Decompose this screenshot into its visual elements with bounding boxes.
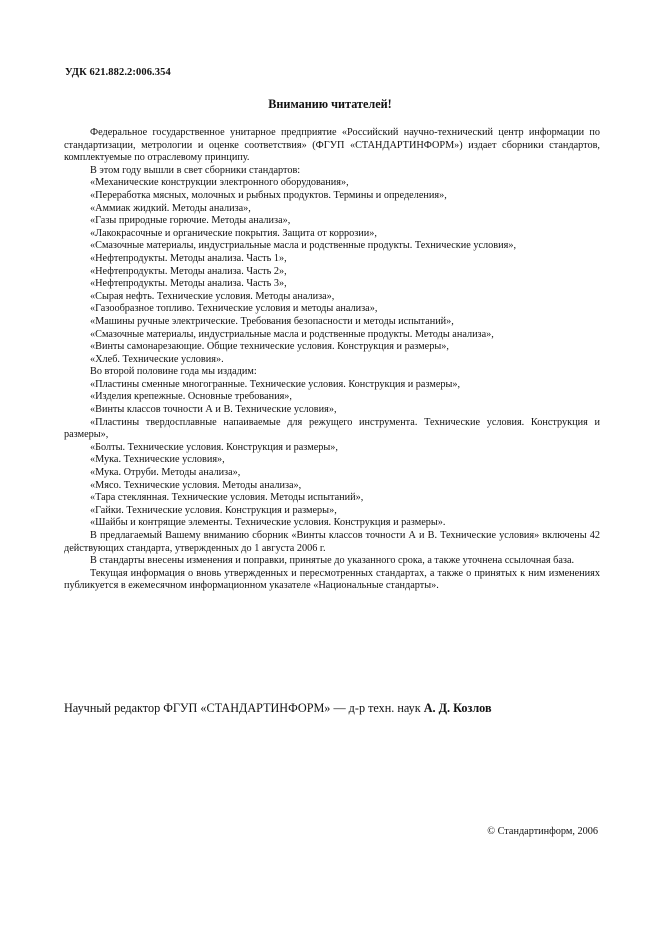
list-item: «Лакокрасочные и органические покрытия. Защита от коррозии», — [90, 227, 377, 239]
info-paragraph: Текущая информация о вновь утвержденных и пересмотренных стандартах, а также о принятых к ним изменениях публикуется в ежемесячном информационном указателе «Национальные стандарты». — [64, 567, 600, 592]
list-item: «Газы природные горючие. Методы анализа», — [90, 215, 291, 227]
list-item: «Винты классов точности А и В. Технические условия», — [90, 404, 337, 416]
editor-prefix: Научный редактор ФГУП «СТАНДАРТИНФОРМ» — д-р техн. наук — [64, 701, 421, 715]
list-item: «Изделия крепежные. Основные требования», — [90, 391, 292, 403]
list-item: «Нефтепродукты. Методы анализа. Часть 3», — [90, 278, 287, 290]
list-item: «Тара стеклянная. Технические условия. Методы испытаний», — [90, 492, 364, 504]
list-item: «Нефтепродукты. Методы анализа. Часть 1», — [90, 252, 287, 264]
upcoming-heading: Во второй половине года мы издадим: — [90, 366, 257, 378]
udk-code: УДК 621.882.2:006.354 — [65, 67, 171, 78]
notice-title: Вниманию читателей! — [268, 97, 392, 111]
upcoming-list — [64, 379, 600, 530]
list-item: «Пластины сменные многогранные. Технические условия. Конструкция и размеры», — [90, 378, 461, 390]
list-item: «Механические конструкции электронного оборудования», — [90, 177, 349, 189]
published-heading: В этом году вышли в свет сборники стандартов: — [90, 164, 301, 176]
published-list — [64, 177, 600, 366]
scientific-editor-line — [64, 701, 604, 716]
list-item: «Пластины твердосплавные напаиваемые для режущего инструмента. Технические условия. Конструкция и размеры», — [64, 416, 600, 441]
list-item: «Газообразное топливо. Технические условия и методы анализа», — [90, 303, 378, 315]
list-item: «Винты самонарезающие. Общие технические условия. Конструкция и размеры», — [90, 341, 449, 353]
copyright-notice: © Стандартинформ, 2006 — [487, 826, 598, 837]
list-item: «Мука. Отруби. Методы анализа», — [90, 467, 241, 479]
list-item: «Гайки. Технические условия. Конструкция и размеры», — [90, 504, 337, 516]
list-item: «Аммиак жидкий. Методы анализа», — [90, 202, 251, 214]
intro-paragraph: Федеральное государственное унитарное предприятие «Российский научно-технический центр информации по стандартизации, метрологии и оценке соответствия» (ФГУП «СТАНДАРТИНФОРМ») издает сборники стандартов, комплектуемые по отраслевому принципу. — [64, 127, 600, 164]
list-item: «Смазочные материалы, индустриальные масла и родственные продукты. Технические условия», — [90, 240, 517, 252]
collection-paragraph: В предлагаемый Вашему вниманию сборник «Винты классов точности А и В. Технические условия» включены 42 действующих стандарта, утвержденных до 1 августа 2006 г. — [64, 530, 600, 554]
list-item: «Хлеб. Технические условия». — [90, 353, 224, 365]
list-item: «Нефтепродукты. Методы анализа. Часть 2», — [90, 265, 287, 277]
list-item: «Смазочные материалы, индустриальные масла и родственные продукты. Методы анализа», — [90, 328, 494, 340]
list-item: «Болты. Технические условия. Конструкция и размеры», — [90, 441, 338, 453]
list-item: «Шайбы и контрящие элементы. Технические условия. Конструкция и размеры». — [90, 517, 446, 529]
list-item: «Сырая нефть. Технические условия. Методы анализа», — [90, 290, 335, 302]
list-item: «Мясо. Технические условия. Методы анализа», — [90, 479, 302, 491]
list-item: «Переработка мясных, молочных и рыбных продуктов. Термины и определения», — [90, 189, 447, 201]
changes-paragraph: В стандарты внесены изменения и поправки, принятые до указанного срока, а также уточнена ссылочная база. — [90, 555, 575, 567]
notice-body — [64, 127, 600, 593]
editor-name: А. Д. Козлов — [423, 701, 492, 715]
list-item: «Машины ручные электрические. Требования безопасности и методы испытаний», — [90, 315, 454, 327]
list-item: «Мука. Технические условия», — [90, 454, 225, 466]
